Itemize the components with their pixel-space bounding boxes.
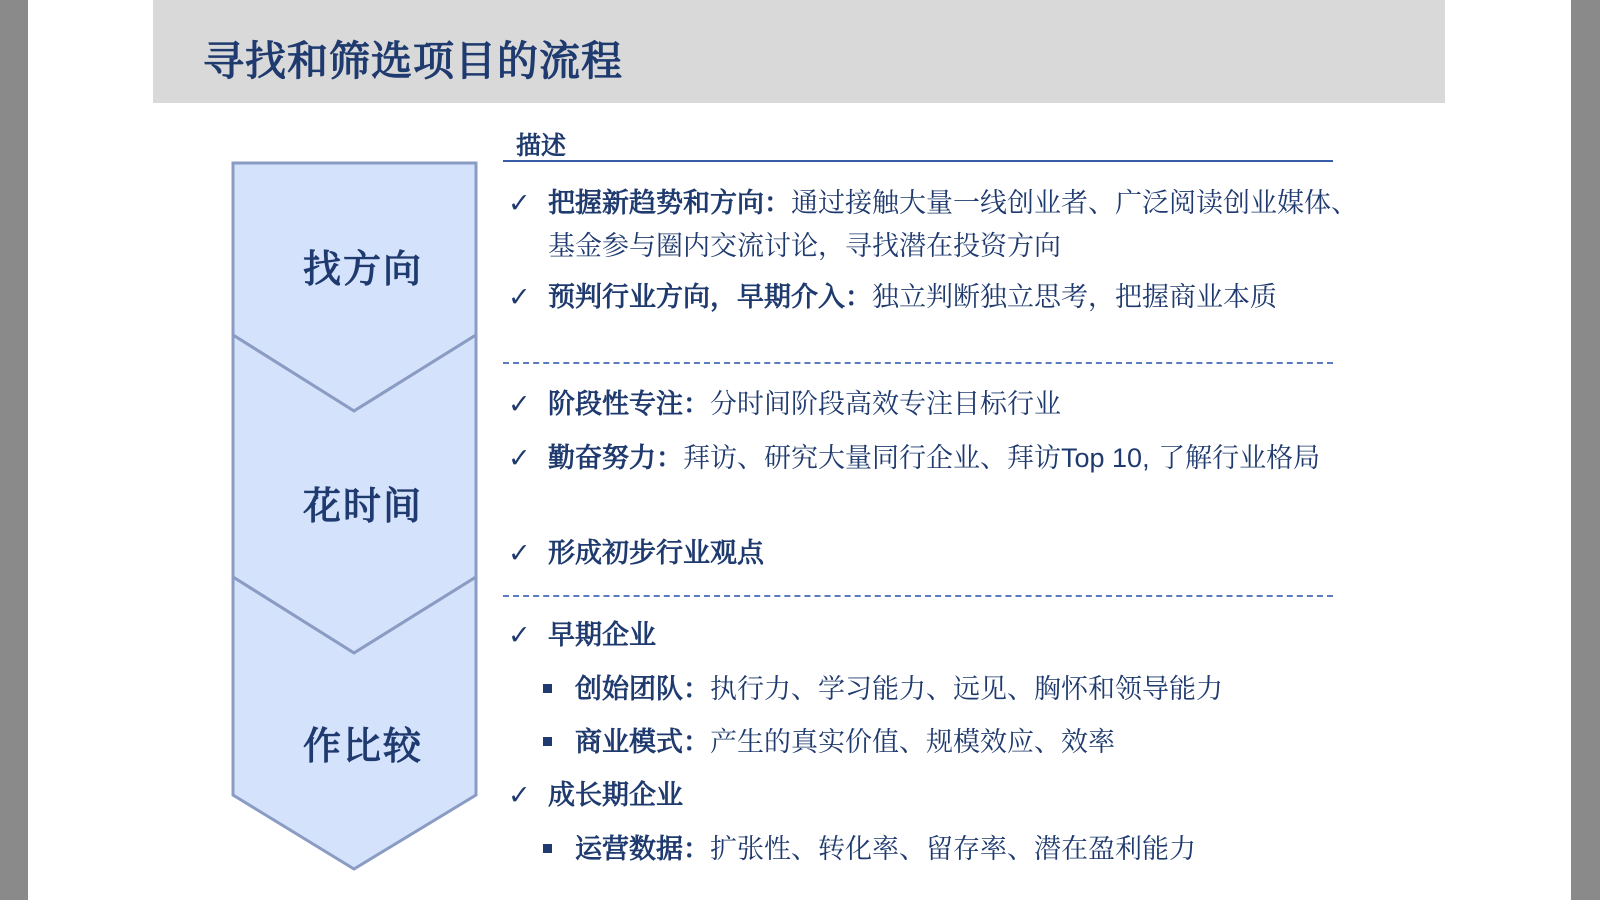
item-text: 独立判断独立思考，把握商业本质	[872, 282, 1277, 313]
item-term: 预判行业方向，早期介入：	[548, 282, 872, 313]
item-text: 拜访、研究大量同行企业、拜访	[683, 443, 1061, 474]
item-text: 了解行业格局	[1149, 443, 1321, 474]
item-term: 把握新趋势和方向：	[548, 188, 791, 219]
item-term: 运营数据：	[575, 834, 710, 865]
item-text: 执行力、学习能力、远见、胸怀和领导能力	[710, 674, 1223, 705]
page-title: 寻找和筛选项目的流程	[203, 37, 623, 85]
list-item	[508, 383, 1378, 426]
stage-label-compare: 作比较	[302, 723, 423, 768]
item-text: 通过接触大量一线创业者、广泛阅读创业媒体、基金参与圈内交流讨论，寻找潜在投资方向	[548, 188, 1358, 262]
title-bar	[153, 0, 1445, 103]
item-term: 成长期企业	[548, 780, 683, 811]
sub-list-item	[543, 721, 1413, 764]
item-term: 形成初步行业观点	[548, 538, 764, 569]
item-term: 创始团队：	[575, 674, 710, 705]
check-icon: ✓	[508, 538, 531, 569]
item-term: 商业模式：	[575, 727, 710, 758]
item-term: 阶段性专注：	[548, 389, 710, 420]
check-icon: ✓	[508, 780, 531, 811]
item-term: 勤奋努力：	[548, 443, 683, 474]
item-text: 分时间阶段高效专注目标行业	[710, 389, 1061, 420]
section-divider	[503, 595, 1333, 597]
item-text-latin: Top 10,	[1061, 443, 1150, 473]
description-header: 描述	[516, 131, 567, 160]
header-divider	[503, 160, 1333, 162]
check-icon: ✓	[508, 188, 531, 219]
section-divider	[503, 362, 1333, 364]
item-text: 扩张性、转化率、留存率、潜在盈利能力	[710, 834, 1196, 865]
check-icon: ✓	[508, 620, 531, 651]
list-item	[508, 182, 1378, 268]
list-item	[508, 774, 1378, 817]
stage-label-direction: 找方向	[302, 246, 423, 291]
check-icon: ✓	[508, 443, 531, 474]
check-icon: ✓	[508, 389, 531, 420]
item-term: 早期企业	[548, 620, 656, 651]
list-item	[508, 532, 1378, 575]
item-text: 产生的真实价值、规模效应、效率	[710, 727, 1115, 758]
sub-list-item	[543, 668, 1413, 711]
stage-label-time: 花时间	[302, 483, 423, 528]
list-item	[508, 437, 1378, 480]
sub-list-item	[543, 828, 1413, 871]
check-icon: ✓	[508, 282, 531, 313]
slide	[28, 0, 1571, 900]
list-item	[508, 276, 1378, 319]
list-item	[508, 614, 1378, 657]
